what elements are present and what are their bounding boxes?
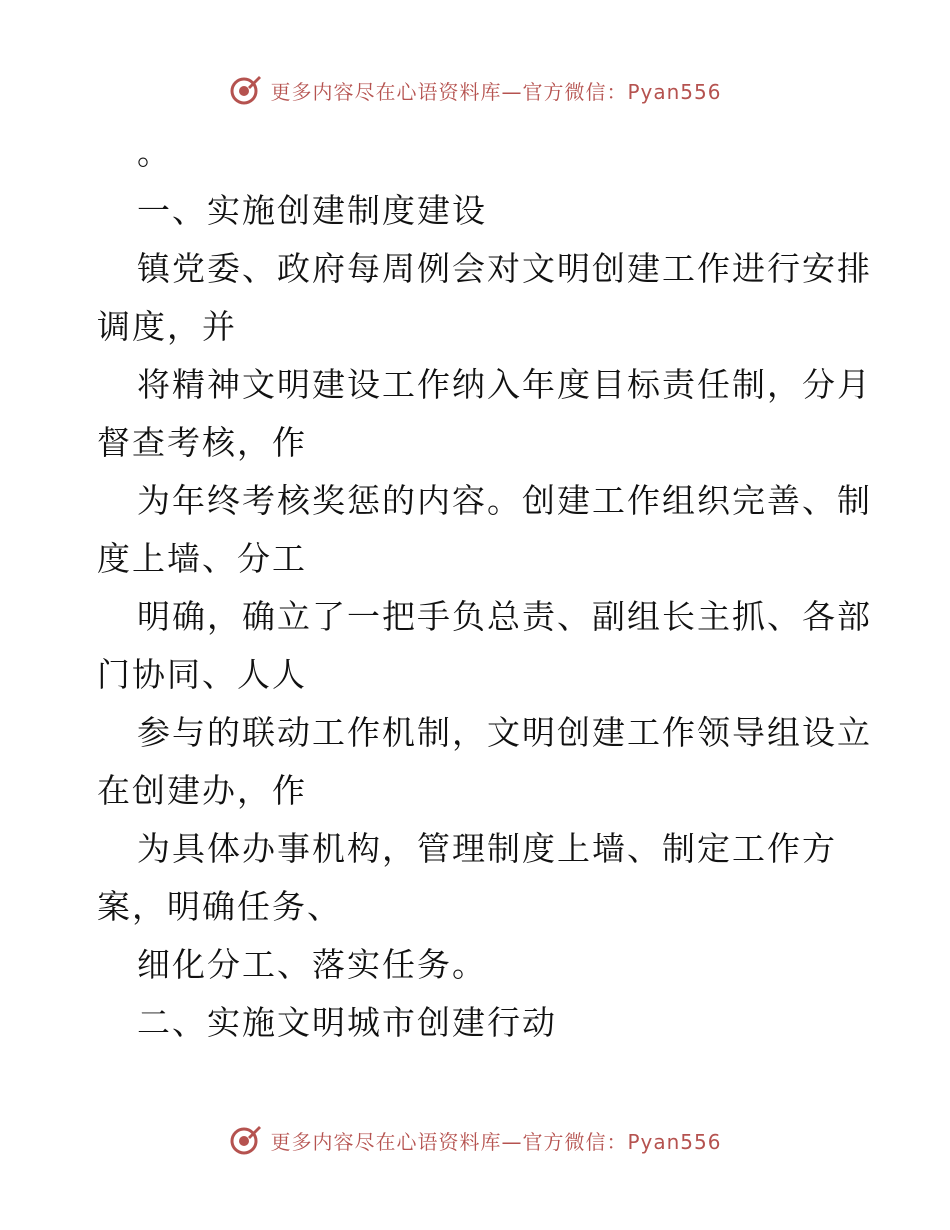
paragraph-line: 参与的联动工作机制，文明创建工作领导组设立	[137, 713, 872, 752]
paragraph-line: 明确，确立了一把手负总责、副组长主抓、各部	[137, 597, 872, 636]
paragraph-line: 案，明确任务、	[97, 887, 342, 926]
pen-logo-icon	[228, 73, 262, 107]
section-heading-1: 一、实施创建制度建设	[137, 191, 487, 230]
pen-logo-icon	[228, 1123, 262, 1157]
header-watermark-banner	[0, 70, 950, 110]
paragraph-line: 在创建办，作	[97, 771, 307, 810]
paragraph-line: 。	[137, 133, 172, 172]
section-heading-2: 二、实施文明城市创建行动	[137, 1003, 557, 1042]
paragraph-line: 为具体办事机构，管理制度上墙、制定工作方	[137, 829, 837, 868]
paragraph-line: 门协同、人人	[97, 655, 307, 694]
paragraph-line: 督查考核，作	[97, 423, 307, 462]
paragraph-line: 为年终考核奖惩的内容。创建工作组织完善、制	[137, 481, 872, 520]
paragraph-line: 度上墙、分工	[97, 539, 307, 578]
paragraph-line: 镇党委、政府每周例会对文明创建工作进行安排	[137, 249, 872, 288]
footer-watermark-banner	[0, 1120, 950, 1160]
paragraph-line: 调度，并	[97, 307, 237, 346]
header-watermark-text: 更多内容尽在心语资料库—官方微信：Pyan556	[270, 79, 722, 104]
document-body	[97, 124, 872, 1052]
footer-watermark-text: 更多内容尽在心语资料库—官方微信：Pyan556	[270, 1129, 722, 1154]
paragraph-line: 将精神文明建设工作纳入年度目标责任制，分月	[137, 365, 872, 404]
paragraph-line: 细化分工、落实任务。	[137, 945, 487, 984]
